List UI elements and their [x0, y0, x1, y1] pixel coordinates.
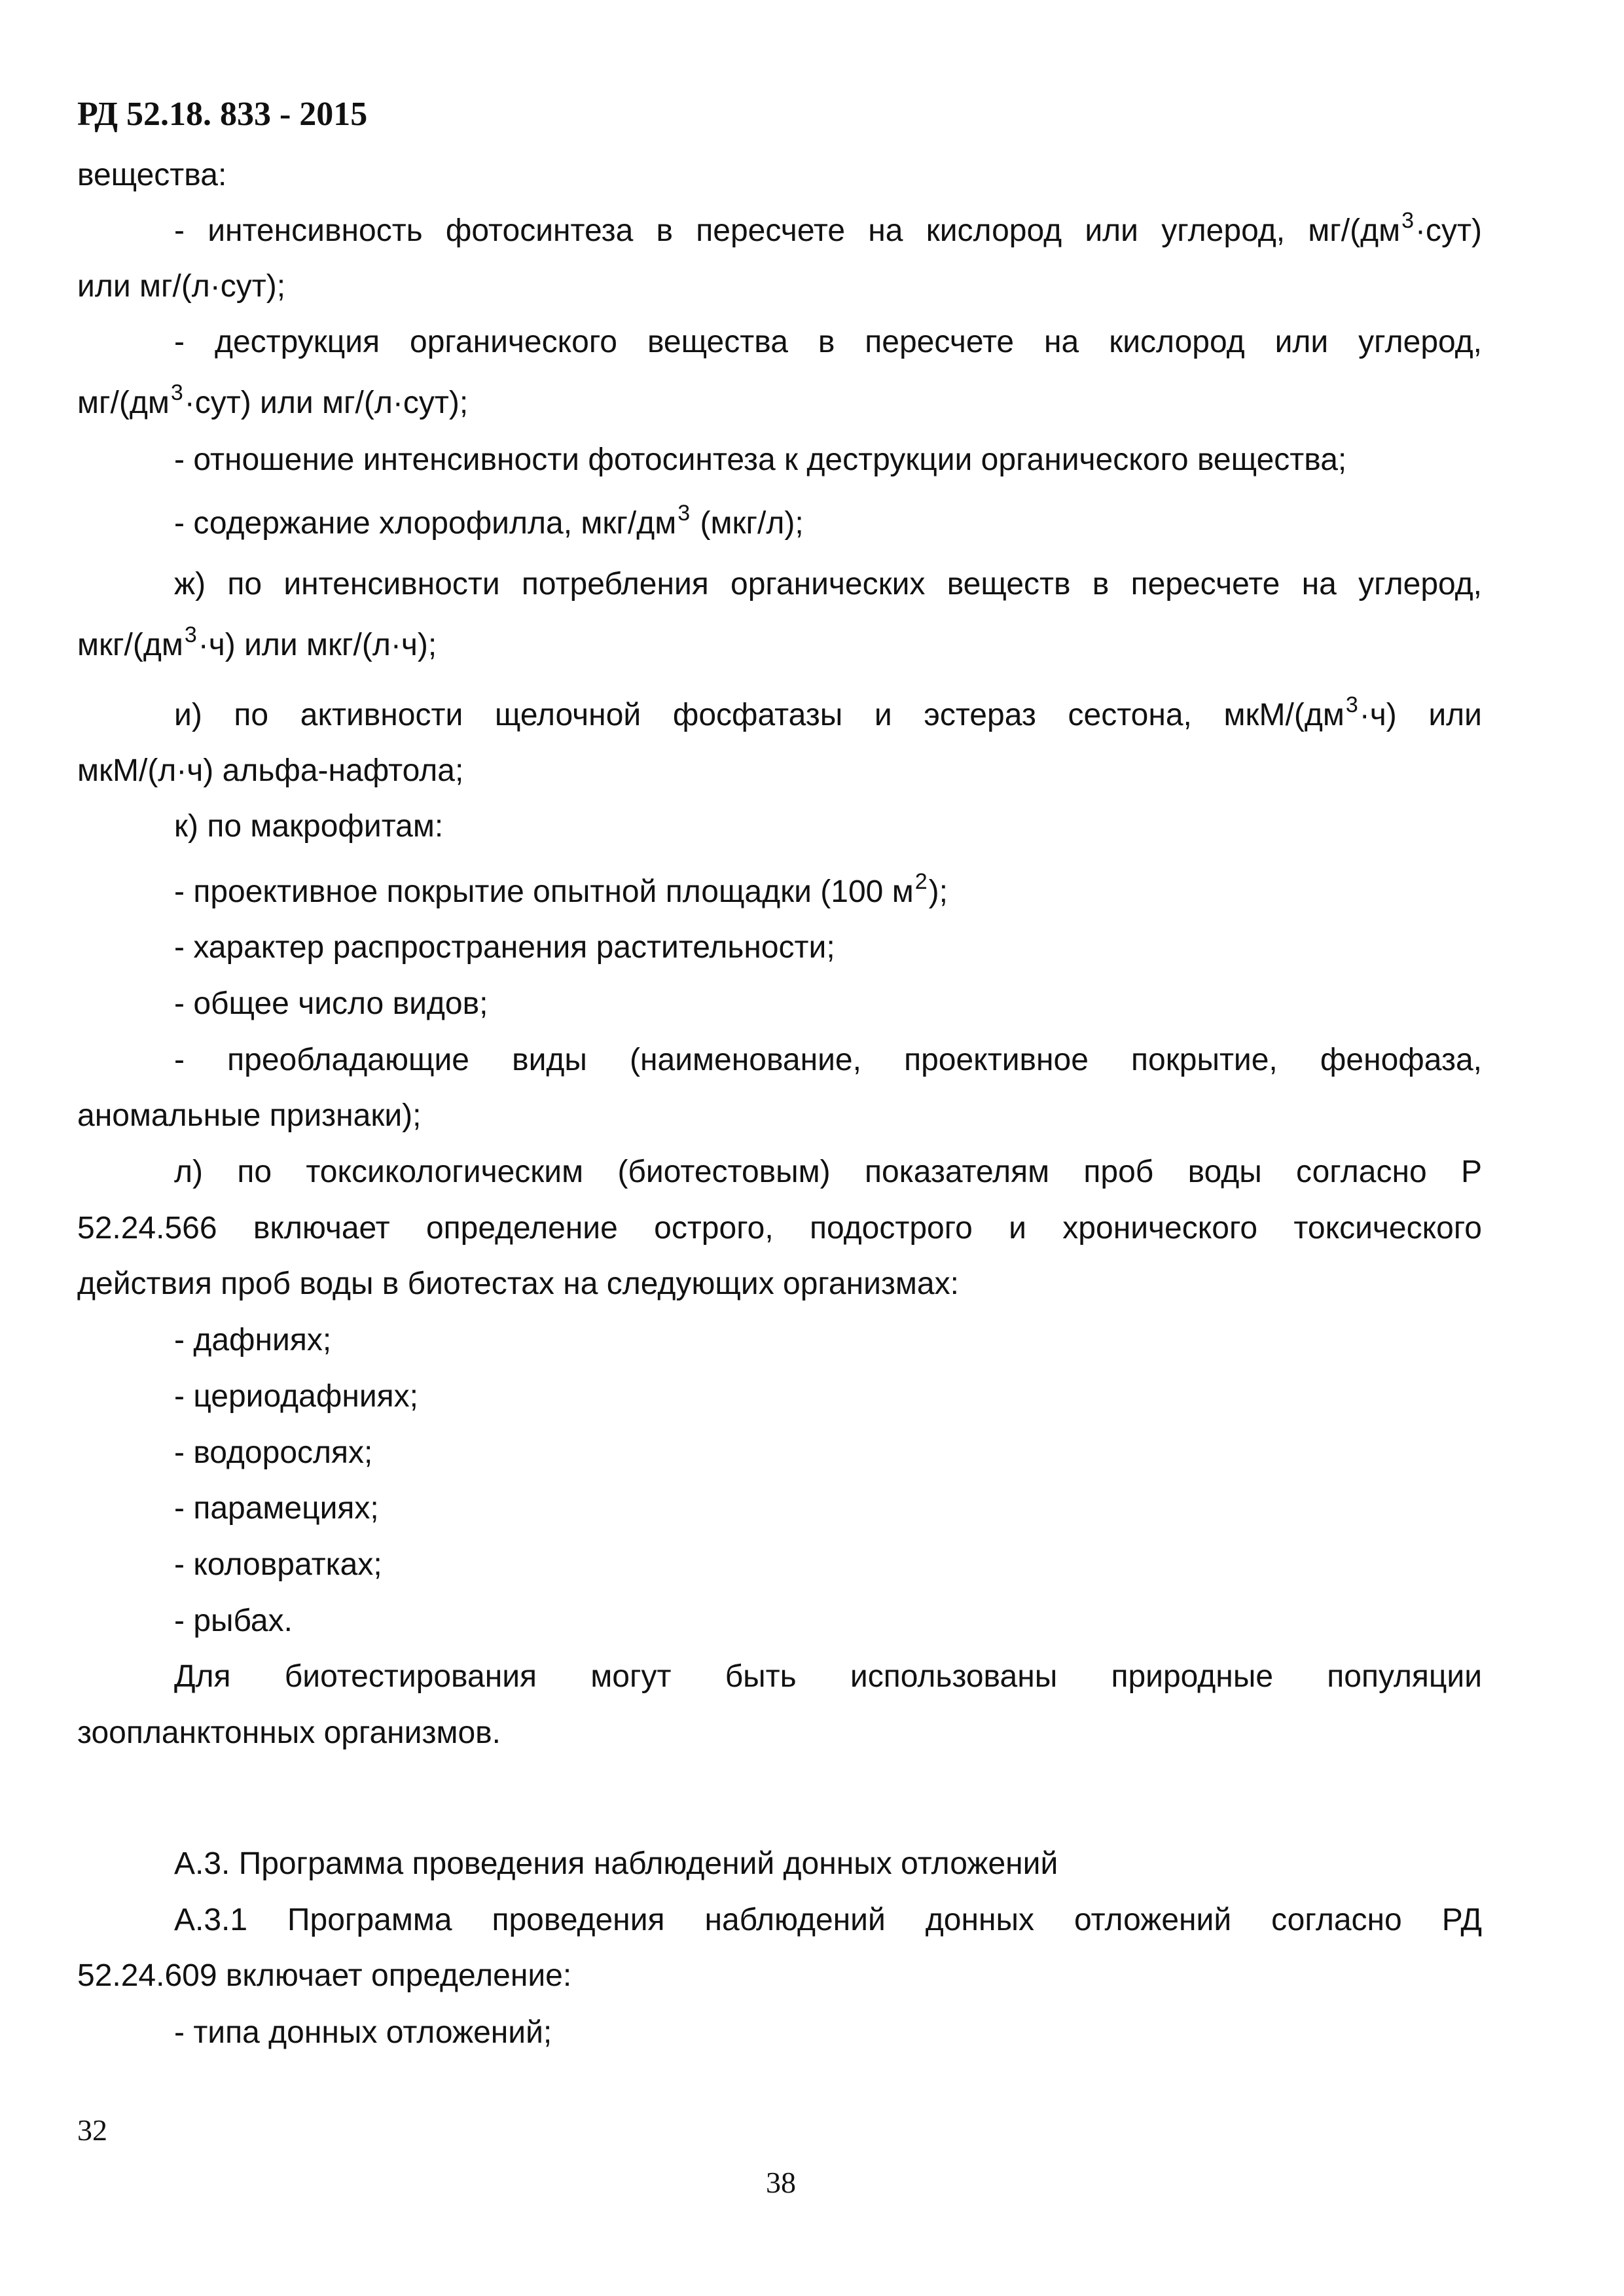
superscript: 3 — [170, 380, 183, 405]
text-line: действия проб воды в биотестах на следующих организмах: — [77, 1266, 959, 1301]
text-line: или мг/(л·сут); — [77, 269, 286, 304]
list-item: - парамециях; — [174, 1491, 379, 1526]
text-line: мкг/$(дм^3\cdot ч)$ или мкг/(л·ч); — [77, 622, 437, 662]
section-heading: А.3. Программа проведения наблюдений донных отложений — [174, 1846, 1058, 1881]
document-code-header: РД 52.18. 833 - 2015 — [77, 96, 368, 133]
list-item: - цериодафниях; — [174, 1379, 418, 1414]
text-line: 52.24.609 включает определение: — [77, 1958, 572, 1993]
page-number-left: 32 — [77, 2113, 107, 2147]
text-line: 52.24.566 включает определение острого, подострого и хронического токсического — [77, 1211, 1482, 1246]
superscript: 3 — [184, 622, 197, 647]
page-number-center: 38 — [766, 2166, 796, 2199]
text-line: - преобладающие виды (наименование, проективное покрытие, фенофаза, — [174, 1043, 1482, 1077]
text-line: - содержание хлорофилла, мкг/$дм^3$ (мкг/л); — [174, 501, 804, 541]
text-line: - отношение интенсивности фотосинтеза к деструкции органического вещества; — [174, 442, 1347, 477]
text-line: Для биотестирования могут быть использованы природные популяции — [174, 1659, 1482, 1694]
text-line: - деструкция органического вещества в пересчете на кислород или углерод, — [174, 325, 1482, 359]
superscript: 3 — [1401, 208, 1415, 233]
list-item: - типа донных отложений; — [174, 2015, 552, 2050]
text-line: к) по макрофитам: — [174, 809, 444, 844]
text-line: л) по токсикологическим (биотестовым) показателям проб воды согласно Р — [174, 1155, 1482, 1189]
text-line: и) по активности щелочной фосфатазы и эстераз сестона, мкМ/$(дм^3\cdot ч)$ или — [174, 692, 1482, 732]
text-line: зоопланктонных организмов. — [77, 1715, 501, 1750]
list-item: - рыбах. — [174, 1604, 293, 1638]
list-item: - дафниях; — [174, 1323, 332, 1357]
superscript: 2 — [914, 869, 928, 894]
text-line: - общее число видов; — [174, 986, 488, 1021]
list-item: - водорослях; — [174, 1435, 373, 1470]
text-line: - интенсивность фотосинтеза в пересчете на кислород или углерод, $мг/(дм^3\cdot сут)$ — [174, 208, 1482, 248]
text-line: ж) по интенсивности потребления органических веществ в пересчете на углерод, — [174, 567, 1482, 601]
superscript: 3 — [1345, 692, 1358, 717]
list-item: - коловратках; — [174, 1547, 382, 1582]
text-line: А.3.1 Программа проведения наблюдений донных отложений согласно РД — [174, 1903, 1482, 1937]
text-line: мкМ/(л·ч) альфа-нафтола; — [77, 753, 464, 788]
text-line: - характер распространения растительности; — [174, 930, 835, 965]
text-line: $мг/(дм^3\cdot сут)$ или мг/(л·сут); — [77, 380, 469, 420]
text-line: вещества: — [77, 158, 227, 192]
text-line: аномальные признаки); — [77, 1098, 422, 1133]
text-line: - проективное покрытие опытной площадки (100 $м^2$); — [174, 869, 948, 909]
superscript: 3 — [677, 501, 691, 526]
